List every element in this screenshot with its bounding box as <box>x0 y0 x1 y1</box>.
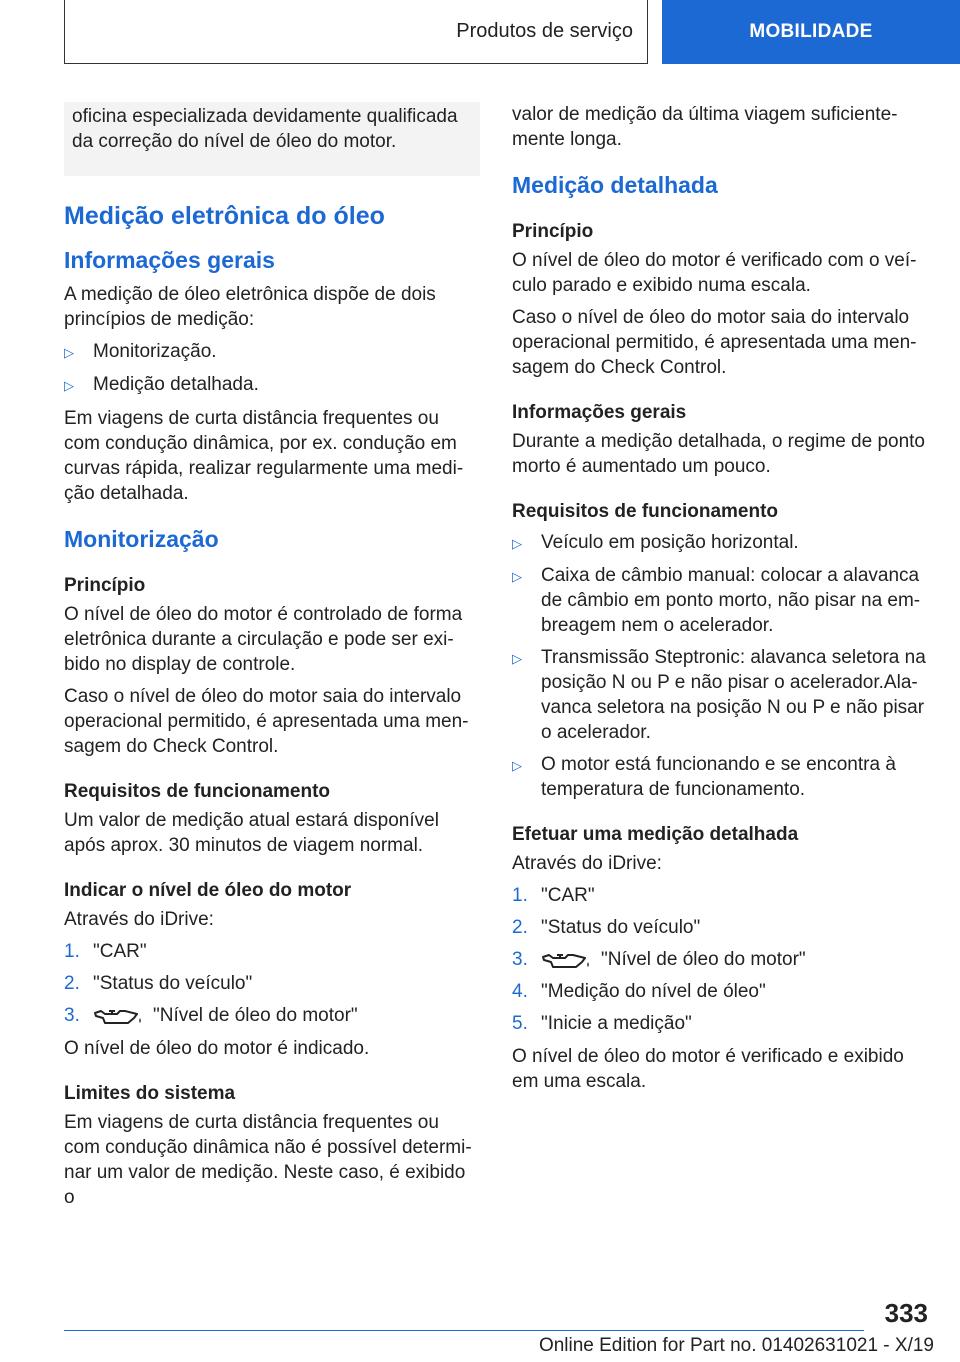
principles-list <box>64 339 480 398</box>
step-text: "Medição do nível de óleo" <box>541 981 766 1002</box>
oil-can-icon <box>541 950 591 970</box>
heading-monitoring: Monitorização <box>64 526 219 552</box>
list-item <box>512 752 928 802</box>
triangle-bullet-icon: ▷ <box>512 758 522 773</box>
header-section-tab <box>64 0 648 64</box>
heading-requirements: Requisitos de funcionamento <box>512 501 779 522</box>
measure-steps-list <box>512 883 928 1036</box>
heading-requirements: Requisitos de funcionamento <box>64 781 331 802</box>
triangle-bullet-icon: ▷ <box>512 651 522 666</box>
list-item <box>512 563 928 638</box>
step-number: 1. <box>64 941 80 962</box>
triangle-bullet-icon: ▷ <box>512 536 522 551</box>
step-number: 4. <box>512 981 528 1002</box>
list-item-text: Transmissão Steptronic: alavanca seletora na posição N ou P e não pisar o acelerador.Ala- vanca seletora na posição N ou P e não pisar o acelerador. <box>541 647 926 743</box>
continued-text: valor de medição da última viagem suficiente- mente longa. <box>512 104 898 150</box>
step-item <box>512 979 928 1004</box>
list-item-text: Medição detalhada. <box>93 374 259 395</box>
heading-info-general: Informações gerais <box>512 402 687 423</box>
footer-divider <box>64 1330 864 1331</box>
step-item <box>64 939 480 964</box>
header-section-title: Produtos de serviço <box>456 20 633 42</box>
footer-edition: Online Edition for Part no. 01402631021 - X/19 <box>538 1335 934 1356</box>
step-item <box>64 971 480 996</box>
step-text: "Nível de óleo do motor" <box>153 1005 358 1026</box>
heading-perform-measurement: Efetuar uma medição detalhada <box>512 824 799 845</box>
list-item-text: Veículo em posição horizontal. <box>541 532 799 553</box>
step-item <box>64 1003 480 1028</box>
display-intro: Através do iDrive: <box>64 909 214 930</box>
triangle-bullet-icon: ▷ <box>64 345 74 360</box>
step-text: "CAR" <box>93 941 147 962</box>
heading-info-general: Informações gerais <box>64 247 275 273</box>
notice-box <box>64 102 480 176</box>
step-number: 2. <box>64 973 80 994</box>
page-number: 333 <box>884 1298 928 1328</box>
info-text: A medição de óleo eletrônica dispõe de dois princípios de medição: <box>64 284 436 330</box>
display-steps-list <box>64 939 480 1028</box>
step-text: "Nível de óleo do motor" <box>601 949 806 970</box>
header-chapter-title: MOBILIDADE <box>749 21 873 42</box>
requirements-text: Um valor de medição atual estará disponível após aprox. 30 minutos de viagem normal. <box>64 810 439 856</box>
info-text-2: Em viagens de curta distância frequentes ou com condução dinâmica, por ex. condução em curvas rápida, realizar regularmente uma medi- ção detalhada. <box>64 408 464 504</box>
oil-can-icon <box>93 1006 143 1026</box>
heading-display-oil-level: Indicar o nível de óleo do motor <box>64 880 352 901</box>
limits-text: Em viagens de curta distância frequentes ou com condução dinâmica não é possível determi- nar um valor de medição. Neste caso, é exibido o <box>64 1112 472 1208</box>
notice-text: oficina especializada devidamente qualificada da correção do nível de óleo do motor. <box>72 106 458 152</box>
step-text: "Status do veículo" <box>93 973 253 994</box>
section-title: Medição eletrônica do óleo <box>64 202 385 230</box>
step-number: 1. <box>512 885 528 906</box>
heading-principle: Princípio <box>512 221 594 242</box>
step-item <box>512 883 928 908</box>
right-column <box>512 102 928 1101</box>
info-text: Durante a medição detalhada, o regime de ponto morto é aumentado um pouco. <box>512 431 925 477</box>
triangle-bullet-icon: ▷ <box>512 569 522 584</box>
step-item <box>512 1011 928 1036</box>
list-item-text: Caixa de câmbio manual: colocar a alavanca de câmbio em ponto morto, não pisar na em- breagem nem o acelerador. <box>541 565 921 636</box>
step-text: "Inicie a medição" <box>541 1013 692 1034</box>
principle-text-2: Caso o nível de óleo do motor saia do intervalo operacional permitido, é apresentada uma men- sagem do Check Control. <box>512 307 917 378</box>
step-text: "Status do veículo" <box>541 917 701 938</box>
step-item <box>512 947 928 972</box>
display-result: O nível de óleo do motor é indicado. <box>64 1038 370 1059</box>
left-column <box>64 102 480 1217</box>
list-item <box>512 530 928 556</box>
heading-system-limits: Limites do sistema <box>64 1083 236 1104</box>
heading-principle: Princípio <box>64 575 146 596</box>
principle-text-2: Caso o nível de óleo do motor saia do intervalo operacional permitido, é apresentada uma men- sagem do Check Control. <box>64 686 469 757</box>
list-item-text: Monitorização. <box>93 341 217 362</box>
list-item <box>64 372 480 398</box>
measure-intro: Através do iDrive: <box>512 853 662 874</box>
triangle-bullet-icon: ▷ <box>64 378 74 393</box>
measure-result: O nível de óleo do motor é verificado e exibido em uma escala. <box>512 1046 904 1092</box>
header-chapter-tab <box>662 0 960 64</box>
list-item <box>64 339 480 365</box>
list-item <box>512 645 928 745</box>
principle-text-1: O nível de óleo do motor é verificado com o veí- culo parado e exibido numa escala. <box>512 250 917 296</box>
list-item-text: O motor está funcionando e se encontra à temperatura de funcionamento. <box>541 754 896 800</box>
heading-detailed-measurement: Medição detalhada <box>512 172 718 198</box>
step-number: 3. <box>64 1005 80 1026</box>
step-number: 3. <box>512 949 528 970</box>
step-number: 2. <box>512 917 528 938</box>
principle-text-1: O nível de óleo do motor é controlado de forma eletrônica durante a circulação e pode ser exi- bido no display de controle. <box>64 604 463 675</box>
requirements-list <box>512 530 928 802</box>
step-number: 5. <box>512 1013 528 1034</box>
step-item <box>512 915 928 940</box>
step-text: "CAR" <box>541 885 595 906</box>
